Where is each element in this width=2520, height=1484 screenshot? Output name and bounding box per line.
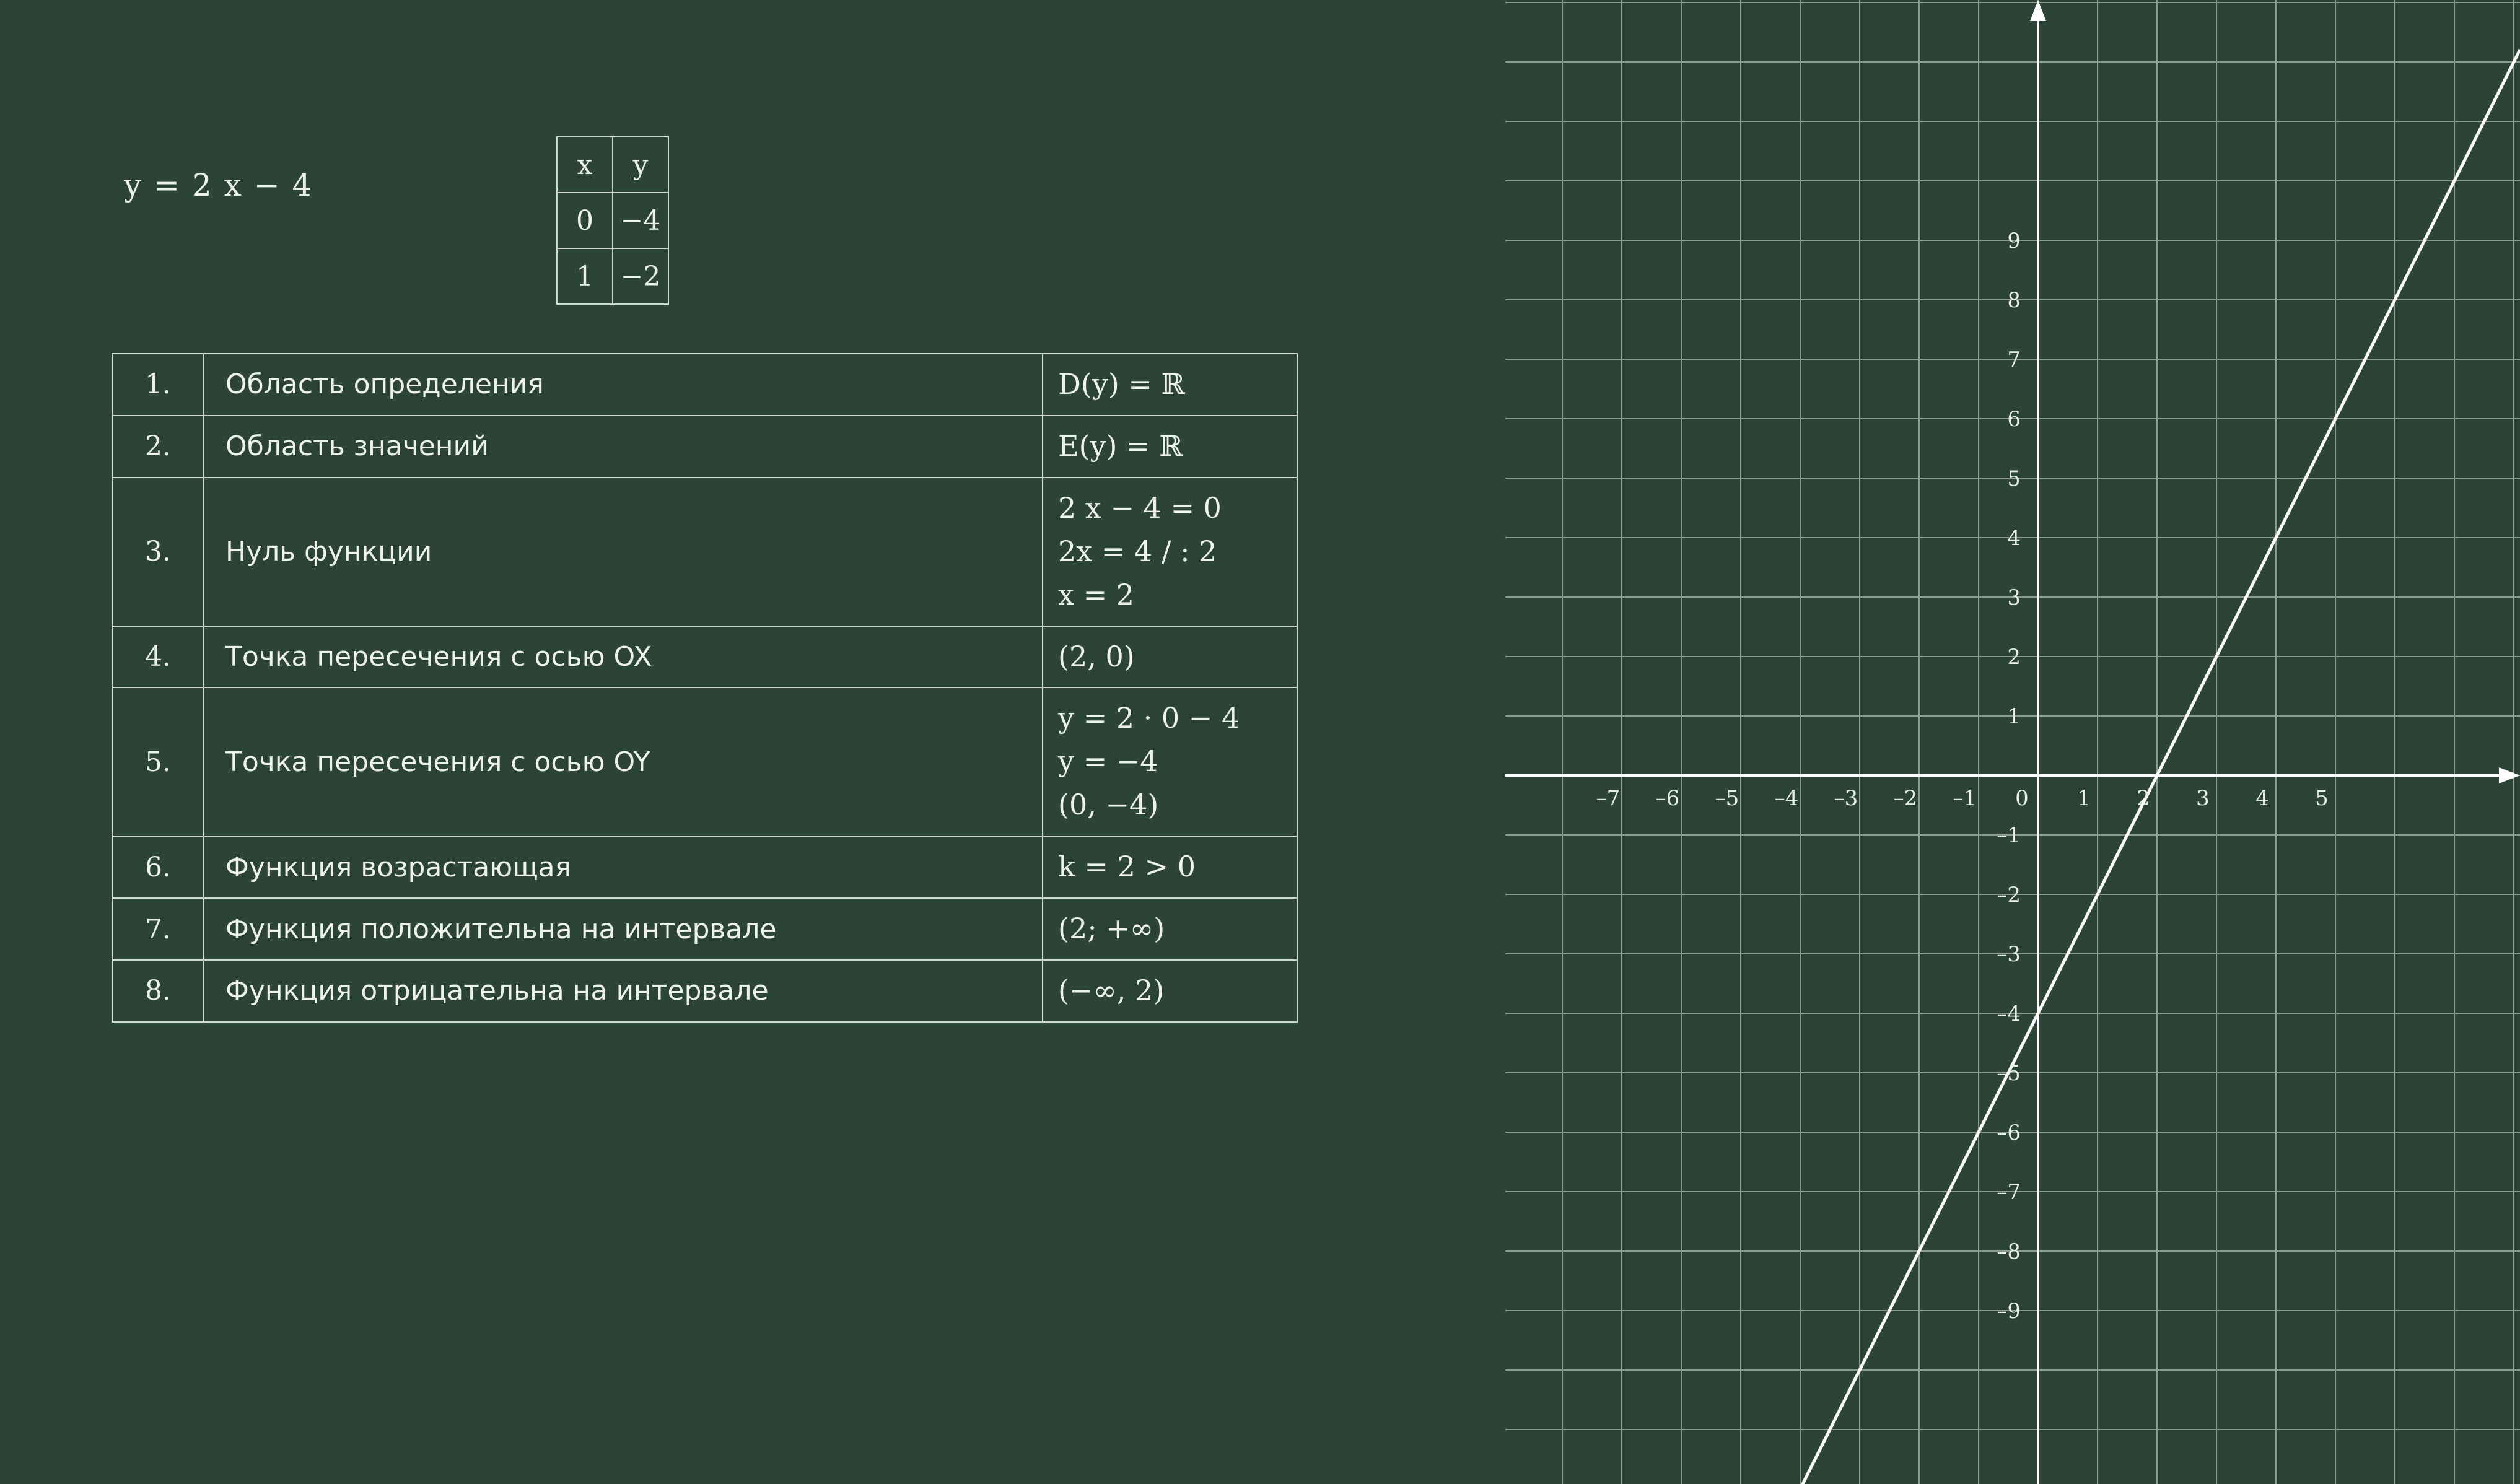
svg-text:–2: –2 xyxy=(1997,883,2021,907)
table-row xyxy=(112,354,1297,416)
table-row xyxy=(112,687,1297,836)
property-value xyxy=(1043,687,1297,836)
property-value xyxy=(1043,354,1297,416)
function-graph-svg xyxy=(1505,0,2520,1484)
value-table-cell-x1: 1 xyxy=(557,248,613,304)
property-label: Функция положительна на интервале xyxy=(204,898,1043,960)
svg-text:–5: –5 xyxy=(1997,1061,2021,1086)
svg-text:4: 4 xyxy=(2007,526,2021,551)
table-row xyxy=(112,898,1297,960)
property-number: 2. xyxy=(112,416,204,478)
svg-text:–2: –2 xyxy=(1893,786,1918,811)
svg-text:8: 8 xyxy=(2007,288,2021,313)
property-value xyxy=(1043,416,1297,478)
property-number: 8. xyxy=(112,960,204,1022)
value-table-cell-y0: −4 xyxy=(613,193,668,248)
property-number: 3. xyxy=(112,478,204,626)
property-label: Точка пересечения с осью OX xyxy=(204,626,1043,688)
property-value xyxy=(1043,898,1297,960)
property-value-line: y = −4 xyxy=(1058,744,1158,779)
svg-text:–6: –6 xyxy=(1655,786,1680,811)
svg-text:–4: –4 xyxy=(1997,1002,2021,1026)
table-row xyxy=(557,193,668,248)
table-header-row xyxy=(557,137,668,193)
property-value-line: D(y) = ℝ xyxy=(1058,367,1185,401)
property-number: 1. xyxy=(112,354,204,416)
coordinate-plane xyxy=(1505,0,2520,1484)
svg-text:5: 5 xyxy=(2315,786,2329,811)
svg-text:–1: –1 xyxy=(1953,786,1977,811)
svg-text:3: 3 xyxy=(2196,786,2210,811)
table-row xyxy=(112,836,1297,898)
property-value-line: x = 2 xyxy=(1058,577,1134,611)
table-row xyxy=(557,248,668,304)
property-number: 7. xyxy=(112,898,204,960)
svg-text:6: 6 xyxy=(2007,407,2021,432)
property-value-line: k = 2 > 0 xyxy=(1058,850,1196,884)
svg-text:5: 5 xyxy=(2007,466,2021,491)
properties-table xyxy=(112,353,1298,1023)
svg-text:1: 1 xyxy=(2077,786,2091,811)
svg-text:2: 2 xyxy=(2137,786,2150,811)
svg-text:2: 2 xyxy=(2007,645,2021,670)
svg-text:0: 0 xyxy=(2015,786,2029,811)
value-table-cell-x0: 0 xyxy=(557,193,613,248)
svg-text:–8: –8 xyxy=(1997,1239,2021,1264)
property-value-line: 2 x − 4 = 0 xyxy=(1058,491,1222,525)
svg-text:3: 3 xyxy=(2007,585,2021,610)
table-row xyxy=(112,478,1297,626)
property-value xyxy=(1043,960,1297,1022)
property-label: Нуль функции xyxy=(204,478,1043,626)
svg-text:–7: –7 xyxy=(1997,1180,2021,1205)
svg-text:–3: –3 xyxy=(1834,786,1858,811)
svg-text:4: 4 xyxy=(2255,786,2269,811)
property-number: 4. xyxy=(112,626,204,688)
property-value xyxy=(1043,478,1297,626)
value-table-header-x: x xyxy=(557,137,613,193)
function-line xyxy=(1505,50,2520,1484)
property-value-line: (2; +∞) xyxy=(1058,912,1165,946)
value-table xyxy=(556,136,669,305)
property-label: Область определения xyxy=(204,354,1043,416)
property-label: Функция возрастающая xyxy=(204,836,1043,898)
property-number: 6. xyxy=(112,836,204,898)
property-value-line: y = 2 · 0 − 4 xyxy=(1058,701,1240,735)
property-value-line: (2, 0) xyxy=(1058,639,1135,673)
svg-text:9: 9 xyxy=(2007,229,2021,253)
function-equation: y = 2 x − 4 xyxy=(124,167,313,203)
property-value xyxy=(1043,836,1297,898)
property-label: Область значений xyxy=(204,416,1043,478)
table-row xyxy=(112,626,1297,688)
svg-text:–1: –1 xyxy=(1997,823,2021,848)
table-row xyxy=(112,960,1297,1022)
property-number: 5. xyxy=(112,687,204,836)
property-value-line: 2x = 4 / : 2 xyxy=(1058,534,1217,568)
svg-text:–9: –9 xyxy=(1997,1299,2021,1324)
svg-text:–6: –6 xyxy=(1997,1120,2021,1145)
svg-text:–3: –3 xyxy=(1997,942,2021,967)
property-value xyxy=(1043,626,1297,688)
property-value-line: (0, −4) xyxy=(1058,788,1159,822)
svg-text:–4: –4 xyxy=(1774,786,1799,811)
table-row xyxy=(112,416,1297,478)
property-value-line: (−∞, 2) xyxy=(1058,973,1165,1007)
property-value-line: E(y) = ℝ xyxy=(1058,429,1183,463)
svg-text:1: 1 xyxy=(2007,704,2021,729)
svg-text:–7: –7 xyxy=(1596,786,1621,811)
property-label: Функция отрицательна на интервале xyxy=(204,960,1043,1022)
svg-text:7: 7 xyxy=(2007,347,2021,372)
value-table-cell-y1: −2 xyxy=(613,248,668,304)
property-label: Точка пересечения с осью OY xyxy=(204,687,1043,836)
svg-text:–5: –5 xyxy=(1715,786,1739,811)
value-table-header-y: y xyxy=(613,137,668,193)
